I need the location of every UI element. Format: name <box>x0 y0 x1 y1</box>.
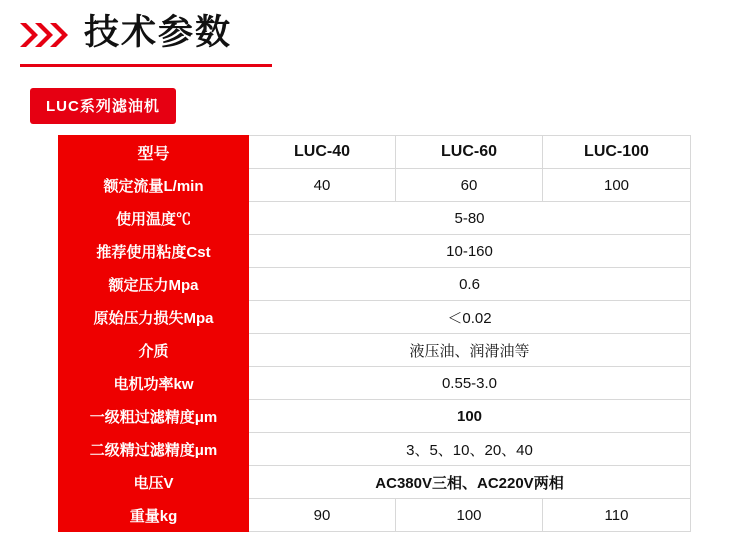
title-underline <box>20 64 272 67</box>
row-value: ＜0.02 <box>249 301 691 334</box>
row-label: 原始压力损失Mpa <box>59 301 249 334</box>
row-value: 0.6 <box>249 268 691 301</box>
row-value: AC380V三相、AC220V两相 <box>249 466 691 499</box>
table-row <box>59 433 691 466</box>
table-row <box>59 334 691 367</box>
table-row <box>59 499 691 532</box>
row-label: 额定流量L/min <box>59 169 249 202</box>
row-label: 重量kg <box>59 499 249 532</box>
row-label: 电压V <box>59 466 249 499</box>
row-value: 液压油、润滑油等 <box>249 334 691 367</box>
page-header <box>18 14 232 50</box>
row-value: 100 <box>249 400 691 433</box>
row-value: LUC-60 <box>396 136 543 169</box>
spec-table-body <box>59 136 691 532</box>
row-value: 3、5、10、20、40 <box>249 433 691 466</box>
table-row <box>59 466 691 499</box>
row-value: 60 <box>396 169 543 202</box>
table-row <box>59 136 691 169</box>
table-row <box>59 235 691 268</box>
table-row <box>59 169 691 202</box>
row-value: 10-160 <box>249 235 691 268</box>
table-row <box>59 367 691 400</box>
row-value: 110 <box>543 499 691 532</box>
row-label: 型号 <box>59 136 249 169</box>
row-label: 二级精过滤精度μm <box>59 433 249 466</box>
row-label: 一级粗过滤精度μm <box>59 400 249 433</box>
spec-table <box>58 135 691 532</box>
page-title: 技术参数 <box>84 12 233 52</box>
spec-table-wrapper <box>58 135 690 532</box>
row-value: 100 <box>543 169 691 202</box>
table-row <box>59 268 691 301</box>
series-badge: LUC系列滤油机 <box>30 88 176 124</box>
table-row <box>59 400 691 433</box>
row-label: 电机功率kw <box>59 367 249 400</box>
row-value: 90 <box>249 499 396 532</box>
row-label: 使用温度℃ <box>59 202 249 235</box>
row-label: 推荐使用粘度Cst <box>59 235 249 268</box>
row-value: 40 <box>249 169 396 202</box>
double-chevron-right-icon <box>18 20 70 50</box>
table-row <box>59 202 691 235</box>
row-label: 额定压力Mpa <box>59 268 249 301</box>
table-row <box>59 301 691 334</box>
row-value: 100 <box>396 499 543 532</box>
row-value: LUC-40 <box>249 136 396 169</box>
row-label: 介质 <box>59 334 249 367</box>
row-value: LUC-100 <box>543 136 691 169</box>
row-value: 0.55-3.0 <box>249 367 691 400</box>
row-value: 5-80 <box>249 202 691 235</box>
